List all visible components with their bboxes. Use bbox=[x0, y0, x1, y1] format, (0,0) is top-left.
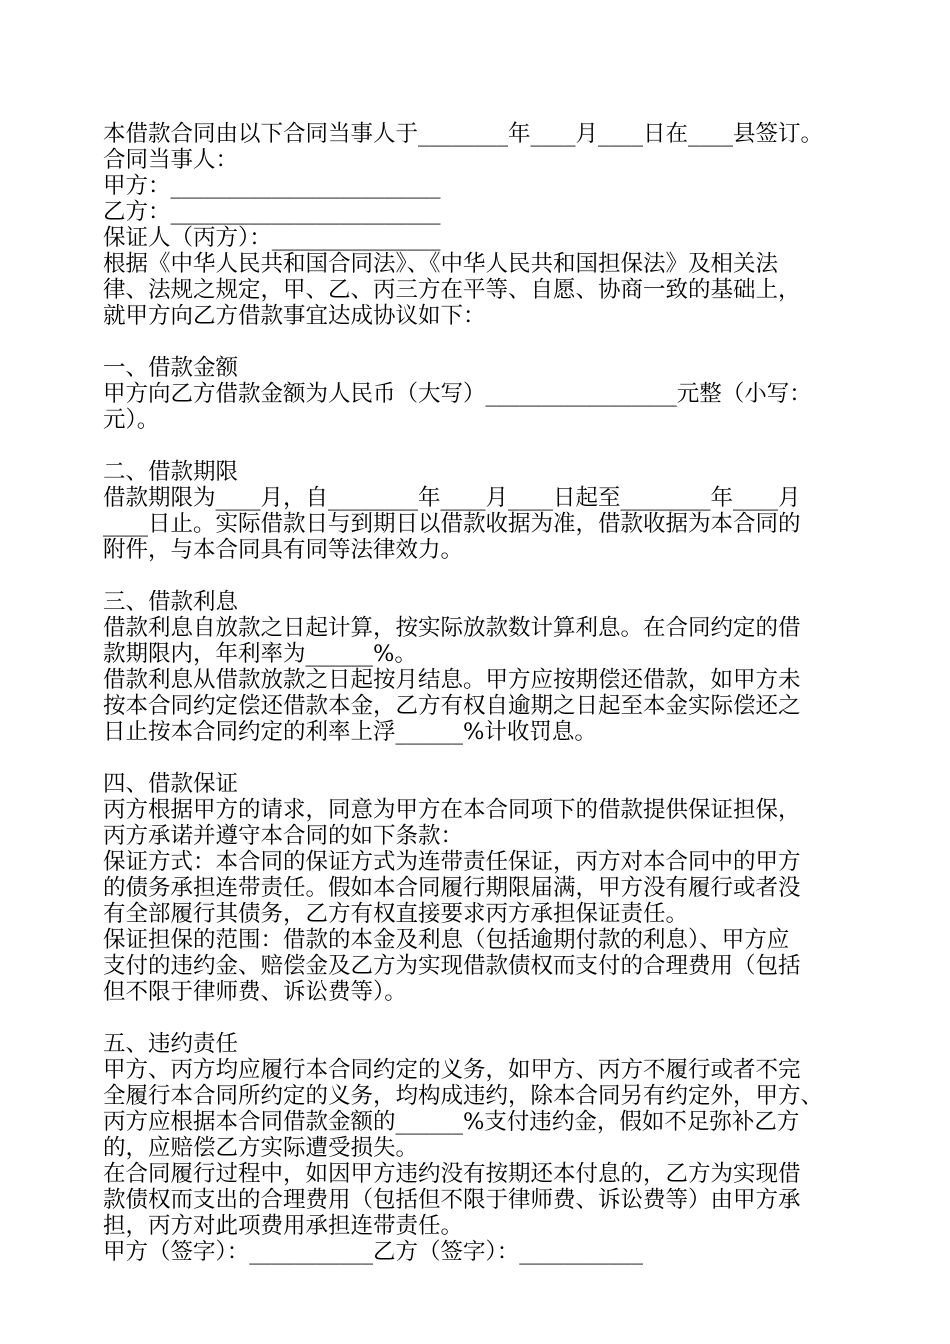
section-text-line: 丙方根据甲方的请求，同意为甲方在本合同项下的借款提供保证担保， bbox=[103, 797, 801, 823]
parties-heading: 合同当事人： bbox=[103, 147, 239, 173]
section-text-line: 丙方承诺并遵守本合同的如下条款： bbox=[103, 823, 464, 849]
guarantor-line: 保证人（丙方）：_______________ bbox=[103, 225, 441, 251]
section-heading: 二、借款期限 bbox=[103, 459, 239, 485]
section-heading: 一、借款金额 bbox=[103, 355, 239, 381]
section-text-line: 借款利息自放款之日起计算，按实际放款数计算利息。在合同约定的借 bbox=[103, 615, 801, 641]
section-text-line: 支付的违约金、赔偿金及乙方为实现借款债权而支付的合理费用（包括 bbox=[103, 953, 801, 979]
section-text-line: 按本合同约定偿还借款本金，乙方有权自逾期之日起至本金实际偿还之 bbox=[103, 693, 801, 719]
section-text-line: 的，应赔偿乙方实际遭受损失。 bbox=[103, 1135, 419, 1161]
party-a-line: 甲方：________________________ bbox=[103, 173, 441, 199]
section-text-line: 借款期限为____月，自________年____月____日起至________年____月 bbox=[103, 485, 801, 511]
section-text-line: 甲方、丙方均应履行本合同约定的义务，如甲方、丙方不履行或者不完 bbox=[103, 1057, 801, 1083]
signature-line: 甲方（签字）：___________乙方（签字）：___________ bbox=[103, 1239, 644, 1265]
section-text-line: 的债务承担连带责任。假如本合同履行期限届满，甲方没有履行或者没 bbox=[103, 875, 801, 901]
section-text-line: 借款利息从借款放款之日起按月结息。甲方应按期偿还借款，如甲方未 bbox=[103, 667, 801, 693]
section-loan-interest bbox=[103, 589, 863, 745]
preamble-line-1: 根据《中华人民共和国合同法》、《中华人民共和国担保法》及相关法 bbox=[103, 251, 779, 277]
preamble-line-2: 律、法规之规定，甲、乙、丙三方在平等、自愿、协商一致的基础上， bbox=[103, 277, 801, 303]
section-text-line: ____日止。实际借款日与到期日以借款收据为准，借款收据为本合同的 bbox=[103, 511, 801, 537]
section-text-line: 但不限于律师费、诉讼费等）。 bbox=[103, 979, 407, 1005]
section-text-line: 甲方向乙方借款金额为人民币（大写）_________________元整（小写： bbox=[103, 381, 812, 407]
preamble-line-3: 就甲方向乙方借款事宜达成协议如下： bbox=[103, 303, 486, 329]
section-loan-term bbox=[103, 459, 863, 563]
section-text-line: 款债权而支出的合理费用（包括但不限于律师费、诉讼费等）由甲方承 bbox=[103, 1187, 801, 1213]
section-loan-guarantee bbox=[103, 771, 863, 1005]
party-b-line: 乙方：________________________ bbox=[103, 199, 441, 225]
section-text-line: 元）。 bbox=[103, 407, 160, 433]
section-text-line: 保证担保的范围：借款的本金及利息（包括逾期付款的利息）、甲方应 bbox=[103, 927, 790, 953]
section-text-line: 附件，与本合同具有同等法律效力。 bbox=[103, 537, 464, 563]
section-text-line: 保证方式：本合同的保证方式为连带责任保证，丙方对本合同中的甲方 bbox=[103, 849, 801, 875]
section-breach-liability bbox=[103, 1031, 863, 1265]
contract-document bbox=[103, 121, 863, 1265]
intro-block bbox=[103, 121, 863, 329]
section-loan-amount bbox=[103, 355, 863, 433]
section-heading: 三、借款利息 bbox=[103, 589, 239, 615]
section-text-line: 丙方应根据本合同借款金额的______%支付违约金，假如不足弥补乙方 bbox=[103, 1109, 800, 1135]
section-heading: 五、违约责任 bbox=[103, 1031, 239, 1057]
contract-signing-line: 本借款合同由以下合同当事人于________年____月____日在____县签订。 bbox=[103, 121, 824, 147]
section-text-line: 日止按本合同约定的利率上浮______%计收罚息。 bbox=[103, 719, 597, 745]
section-heading: 四、借款保证 bbox=[103, 771, 239, 797]
section-text-line: 在合同履行过程中，如因甲方违约没有按期还本付息的，乙方为实现借 bbox=[103, 1161, 801, 1187]
section-text-line: 全履行本合同所约定的义务，均构成违约，除本合同另有约定外，甲方、 bbox=[103, 1083, 824, 1109]
section-text-line: 款期限内，年利率为______%。 bbox=[103, 641, 417, 667]
section-text-line: 担，丙方对此项费用承担连带责任。 bbox=[103, 1213, 464, 1239]
section-text-line: 有全部履行其债务，乙方有权直接要求丙方承担保证责任。 bbox=[103, 901, 689, 927]
